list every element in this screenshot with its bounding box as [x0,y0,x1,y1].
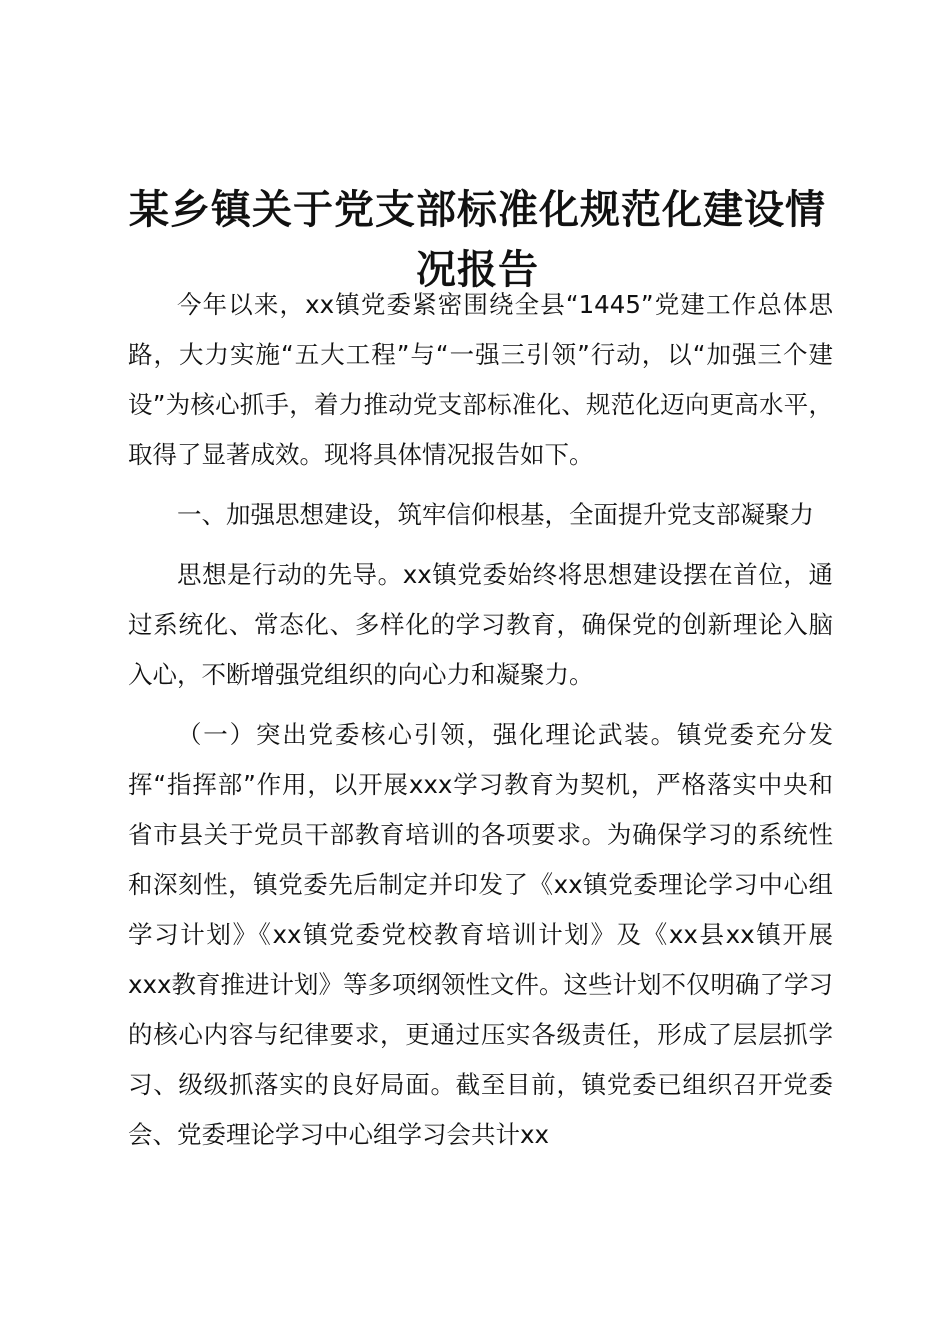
intro-paragraph: 今年以来，xx镇党委紧密围绕全县“1445”党建工作总体思路，大力实施“五大工程”与“一强三引领”行动，以“加强三个建设”为核心抓手，着力推动党支部标准化、规范化迈向更高水平，取得了显著成效。现将具体情况报告如下。 [128,290,833,469]
section-heading: 一、加强思想建设，筑牢信仰根基，全面提升党支部凝聚力 [177,500,814,529]
section-paragraph: 思想是行动的先导。xx镇党委始终将思想建设摆在首位，通过系统化、常态化、多样化的学习教育，确保党的创新理论入脑入心，不断增强党组织的向心力和凝聚力。 [128,560,833,689]
document-title: 某乡镇关于党支部标准化规范化建设情况报告 [129,186,826,293]
subsection-paragraph: （一）突出党委核心引领，强化理论武装。镇党委充分发挥“指挥部”作用，以开展xxx学习教育为契机，严格落实中央和省市县关于党员干部教育培训的各项要求。为确保学习的系统性和深刻性，镇党委先后制定并印发了《xx镇党委理论学习中心组学习计划》《xx镇党委党校教育培训计划》及《xx县xx镇开展xxx教育推进计划》等多项纲领性文件。这些计划不仅明确了学习的核心内容与纪律要求，更通过压实各级责任，形成了层层抓学习、级级抓落实的良好局面。截至目前，镇党委已组织召开党委会、党委理论学习中心组学习会共计xx [128,720,833,1149]
document-body [128,280,833,1160]
